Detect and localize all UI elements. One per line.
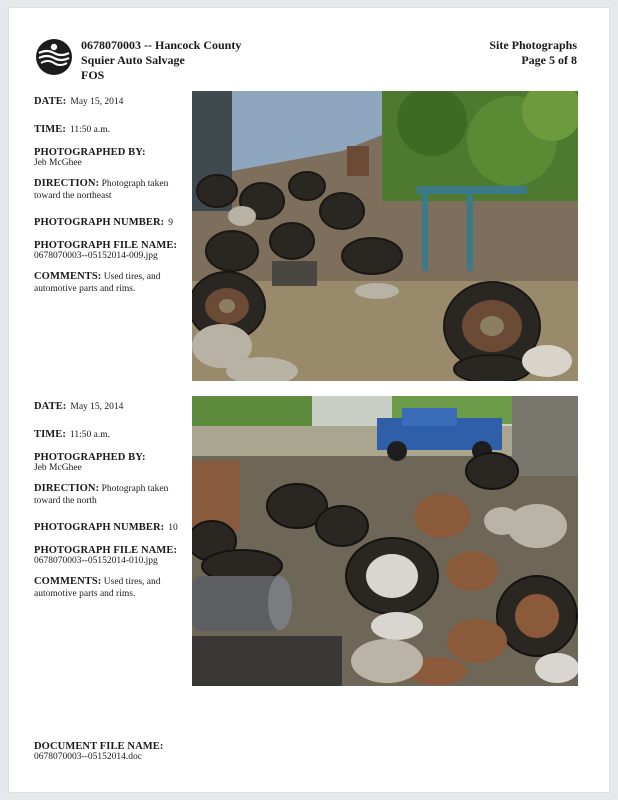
photo-10-image <box>192 396 578 686</box>
comments-value: Used tires, and automotive parts and rims. <box>34 577 161 599</box>
agency-seal-icon <box>35 38 73 76</box>
document-file-value: 0678070003--05152014.doc <box>34 752 142 762</box>
photo-10-metadata <box>34 396 182 610</box>
photo-file-value: 0678070003--05152014-010.jpg <box>34 556 158 566</box>
site-id-line: 0678070003 -- Hancock County <box>81 38 242 52</box>
comments-value: Used tires, and automotive parts and rims. <box>34 272 161 294</box>
photo-9-metadata <box>34 91 182 305</box>
comments-label: COMMENTS: <box>34 271 102 282</box>
date-value: May 15, 2014 <box>70 97 124 107</box>
page-header <box>489 38 577 68</box>
direction-value: Photograph taken toward the north <box>34 484 169 506</box>
time-label: TIME: <box>34 124 66 135</box>
photo-file-label: PHOTOGRAPH FILE NAME: <box>34 545 178 556</box>
site-name: Squier Auto Salvage <box>81 53 185 67</box>
comments-label: COMMENTS: <box>34 576 102 587</box>
document-file-label: DOCUMENT FILE NAME: <box>34 741 164 752</box>
photographer-value: Jeb McGhee <box>34 158 82 168</box>
photo-number-value: 9 <box>168 218 173 228</box>
photo-number-label: PHOTOGRAPH NUMBER: <box>34 522 165 533</box>
photographer-label: PHOTOGRAPHED BY: <box>34 452 146 463</box>
document-file-info <box>34 741 163 762</box>
photo-file-label: PHOTOGRAPH FILE NAME: <box>34 240 178 251</box>
date-value: May 15, 2014 <box>70 402 124 412</box>
page-number: Page 5 of 8 <box>521 53 577 67</box>
time-value: 11:50 a.m. <box>70 125 111 135</box>
document-page <box>9 8 609 792</box>
photo-number-value: 10 <box>168 523 178 533</box>
direction-label: DIRECTION: <box>34 483 100 494</box>
direction-value: Photograph taken toward the northeast <box>34 179 169 201</box>
direction-label: DIRECTION: <box>34 178 100 189</box>
photo-file-value: 0678070003--05152014-009.jpg <box>34 251 158 261</box>
photo-9-image <box>192 91 578 381</box>
time-value: 11:50 a.m. <box>70 430 111 440</box>
section-title: Site Photographs <box>489 38 577 52</box>
photographer-label: PHOTOGRAPHED BY: <box>34 147 146 158</box>
date-label: DATE: <box>34 401 67 412</box>
site-header <box>81 38 241 83</box>
time-label: TIME: <box>34 429 66 440</box>
office-code: FOS <box>81 68 105 82</box>
photo-number-label: PHOTOGRAPH NUMBER: <box>34 217 165 228</box>
photographer-value: Jeb McGhee <box>34 463 82 473</box>
date-label: DATE: <box>34 96 67 107</box>
